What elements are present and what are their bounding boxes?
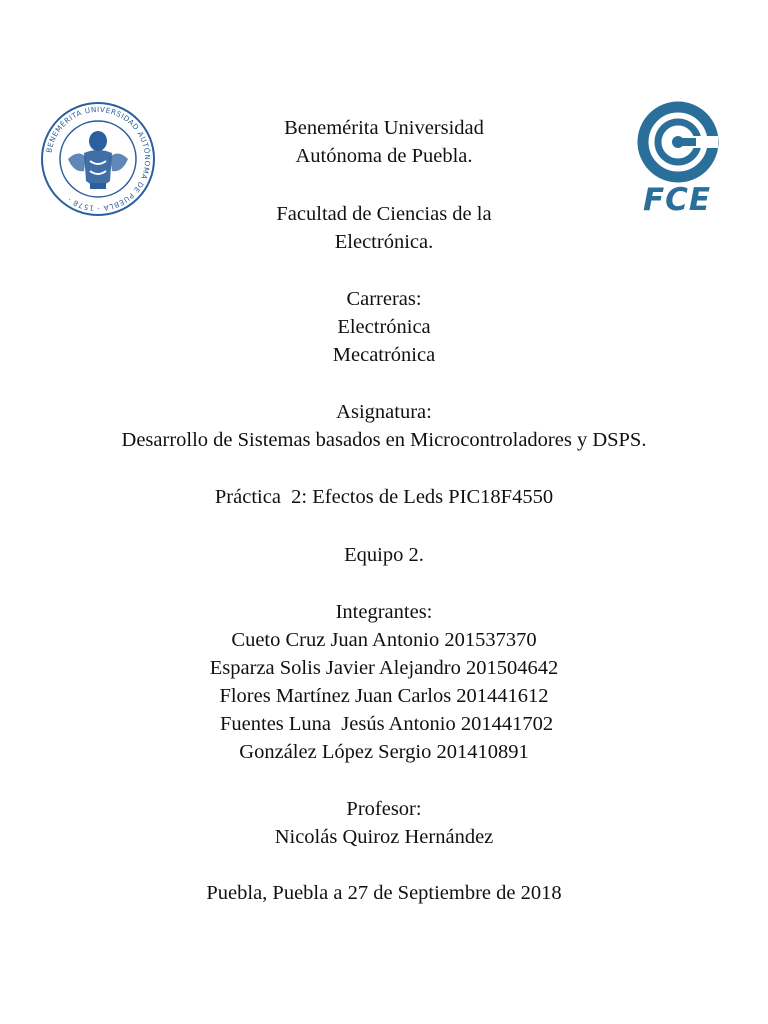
member-item: Fuentes Luna Jesús Antonio 201441702 (214, 713, 554, 735)
careers-label: Carreras: (346, 288, 422, 310)
member-item: Cueto Cruz Juan Antonio 201537370 (231, 629, 537, 651)
career-item: Mecatrónica (332, 344, 436, 366)
team-label: Equipo 2. (344, 544, 424, 566)
professor-name: Nicolás Quiroz Hernández (274, 826, 494, 848)
professor-label: Profesor: (346, 798, 422, 820)
career-item: Electrónica (337, 316, 431, 338)
member-item: Esparza Solis Javier Alejandro 201504642 (209, 657, 559, 679)
members-label: Integrantes: (335, 601, 433, 623)
subject-name: Desarrollo de Sistemas basados en Microcontroladores y DSPS. (121, 429, 647, 451)
practice-title: Práctica 2: Efectos de Leds PIC18F4550 (214, 486, 554, 508)
place-date: Puebla, Puebla a 27 de Septiembre de 2018 (206, 882, 562, 904)
subject-label: Asignatura: (336, 401, 432, 423)
faculty-line-2: Electrónica. (334, 231, 434, 253)
institution-line-2: Autónoma de Puebla. (295, 145, 473, 167)
institution-line-1: Benemérita Universidad (284, 117, 484, 139)
member-item: Flores Martínez Juan Carlos 201441612 (219, 685, 549, 707)
faculty-line-1: Facultad de Ciencias de la (276, 203, 492, 225)
member-item: González López Sergio 201410891 (239, 741, 529, 763)
svg-text:BENEMÉRITA UNIVERSIDAD AUTÓNOM: BENEMÉRITA UNIVERSIDAD AUTÓNOMA DE PUEBLA · 1578 · (44, 104, 153, 214)
svg-text:FCE: FCE (642, 182, 712, 216)
